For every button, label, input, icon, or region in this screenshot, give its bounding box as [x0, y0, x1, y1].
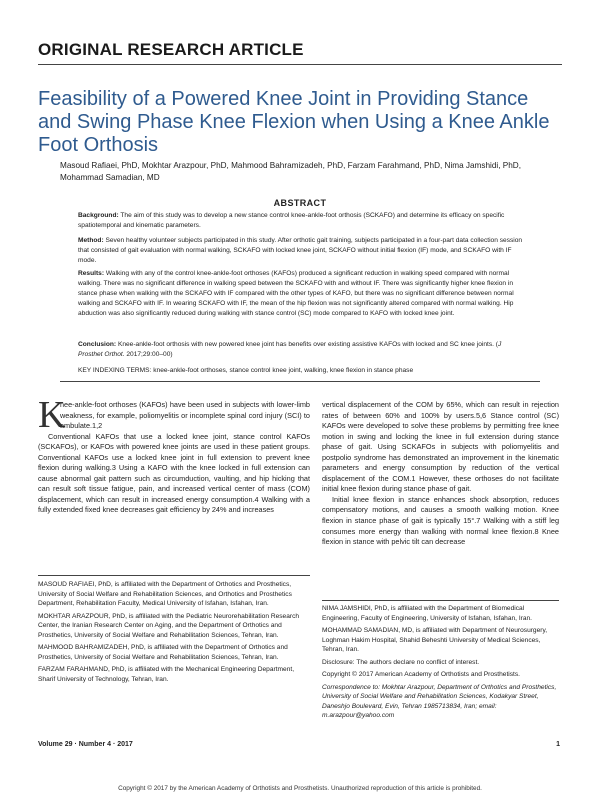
affiliation-note: MOHAMMAD SAMADIAN, MD, is affiliated with Department of Neurosurgery, Loghman Hakim Hospital, Shahid Beheshti University of Medical Sciences, Tehran, Iran.	[322, 627, 548, 653]
body-paragraph: Initial knee flexion in stance enhances shock absorption, reduces compensatory motions, and causes a smooth walking motion. Knee flexion in stance phase of gait is typically 15°.7 Walking with a stiff leg consumes more energy than walking with normal knee flexion.8 Knee flexion in stance with pelvic tilt can decrease	[322, 494, 559, 547]
keywords-text: knee-ankle-foot orthoses, stance control knee joint, walking, knee flexion in stance phase	[151, 367, 414, 374]
drop-cap: K	[38, 394, 66, 436]
keywords-label: KEY INDEXING TERMS:	[78, 367, 152, 374]
abstract-results-text: Walking with any of the control knee-ankle-foot orthoses (KAFOs) produced a significant reduction in walking speed compared with normal walking. There was no significant difference in walking speed between the SCKAFO with and without IF. There was significantly higher knee flexion in stance phase when walking with the SCKAFO with IF compared with the other types of KAFO, but there was no significant difference between normal walking and SCKAFO with IF. In wearing SCKAFO with IF, the mean of the hip flexion was not significantly altered compared with normal walking. Hip abduction was also significantly reduced during walking with stance control (SC) mode compared to KAFO with locked knee joint.	[78, 270, 514, 317]
footnote-divider-left	[38, 575, 310, 576]
abstract-method	[78, 236, 526, 266]
abstract-conclusion	[78, 340, 526, 360]
volume-info: Volume 29 · Number 4 · 2017	[38, 741, 133, 748]
affiliations-right	[322, 604, 559, 724]
abstract-results	[78, 269, 526, 319]
key-indexing-terms	[78, 366, 526, 376]
abstract-results-label: Results:	[78, 270, 105, 277]
citation-rest: 2017;29:00–00)	[124, 350, 173, 358]
abstract-heading: ABSTRACT	[273, 198, 327, 208]
body-paragraph: vertical displacement of the COM by 65%, which can result in rejection rates of between 60% and 100% by users.5,6 Stance control (SC) KAFOs were developed to solve these problems by permitting free knee motion in swing and locking the knee in full extension during stance phase of gait. Using SCKAFOs in subjects with poliomyelitis and postpolio syndrome has demonstrated an improvement in the kinematic parameters and energy consumption by reduction of the vertical displacement of the COM.1 However, these orthoses do not facilitate initial knee flexion during stance phase of gait.	[322, 400, 559, 494]
body-left-column	[38, 394, 310, 516]
footnote-divider-right	[322, 600, 559, 601]
author-list: Masoud Rafiaei, PhD, Mokhtar Arazpour, PhD, Mahmood Bahramizadeh, PhD, Farzam Farahmand, PhD, Nima Jamshidi, PhD, Mohammad Samadian, MD	[60, 161, 521, 182]
abstract-background	[78, 211, 526, 231]
citation-journal: J Prosthet Orthot.	[78, 341, 502, 358]
correspondence-note: Correspondence to: Mokhtar Arazpour, Department of Orthotics and Prosthetics, University of Social Welfare and Rehabilitation Sciences, Kodakyar Street, Daneshjo Boulevard, Evin, Tehran 1985713834, Iran; email: m.arazpour@yahoo.com	[322, 683, 557, 719]
copyright-notice: Copyright © 2017 by the American Academy of Orthotists and Prosthetists. Unauthorized reproduction of this article is prohibited.	[118, 785, 482, 792]
page-number: 1	[556, 741, 560, 748]
body-paragraph: Conventional KAFOs that use a locked knee joint, stance control KAFOs (SCKAFOs), or KAFOs with powered knee joints are used in these patient groups. Conventional KAFOs use a locked knee joint in full extension to prevent knee flexion during walking.3 Using a KAFO with the knee locked in full extension can cause abnormal gait pattern such as circumduction, vaulting, and hip hicking that can result soft tissue fatigue, pain, and increased vertical center of mass (COM) displacement, which can result in increased energy consumption.4 Walking with a fully extended fixed knee decreases gait efficiency by 24% and increases	[38, 431, 310, 515]
header-divider	[38, 64, 562, 65]
affiliations-left	[38, 580, 310, 687]
abstract-background-text: The aim of this study was to develop a new stance control knee-ankle-foot orthosis (SCKAFO) and determine its efficacy on specific spatiotemporal and kinematic parameters.	[78, 212, 505, 229]
abstract-method-text: Seven healthy volunteer subjects participated in this study. After orthotic gait training, subjects participated in a four-part data collection session that consisted of gait evaluation with normal walking, SCKAFO with locked knee joint, SCKAFO without initial flexion (IF) mode, and SCKAFO with IF mode.	[78, 237, 523, 264]
body-right-column	[322, 400, 559, 548]
affiliation-note: MASOUD RAFIAEI, PhD, is affiliated with the Department of Orthotics and Prosthetics, University of Social Welfare and Rehabilitation Sciences, and Orthotics and Prosthetics Department, Rehabilitation Faculty, Medical University of Isfahan, Isfahan, Iran.	[38, 581, 292, 607]
abstract-conclusion-label: Conclusion:	[78, 341, 117, 348]
affiliation-note: MAHMOOD BAHRAMIZADEH, PhD, is affiliated with the Department of Orthotics and Prosthetics, University of Social Welfare and Rehabilitation Sciences, Tehran, Iran.	[38, 644, 288, 661]
abstract-background-label: Background:	[78, 212, 119, 219]
disclosure-note: Disclosure: The authors declare no conflict of interest.	[322, 658, 480, 666]
section-label: ORIGINAL RESEARCH ARTICLE	[38, 40, 304, 59]
copyright-note: Copyright © 2017 American Academy of Orthotists and Prosthetists.	[322, 671, 521, 678]
article-title: Feasibility of a Powered Knee Joint in Providing Stance and Swing Phase Knee Flexion when Using a Knee Ankle Foot Orthosis	[38, 88, 550, 156]
body-paragraph: nee-ankle-foot orthoses (KAFOs) have been used in subjects with lower-limb weakness, for example, poliomyelitis or incomplete spinal cord injury (SCI) to ambulate.1,2	[60, 400, 310, 431]
abstract-conclusion-text: Knee-ankle-foot orthosis with new powered knee joint has benefits over existing assistive KAFOs with locked and SC knee joints. (	[116, 341, 499, 348]
affiliation-note: MOKHTAR ARAZPOUR, PhD, is affiliated with the Pediatric Neurorehabilitation Research Center, the Iranian Research Center on Aging, and the Department of Orthotics and Prosthetics, University of Social Welfare and Rehabilitation Sciences, Tehran, Iran.	[38, 612, 300, 639]
affiliation-note: FARZAM FARAHMAND, PhD, is affiliated with the Mechanical Engineering Department, Sharif University of Technology, Tehran, Iran.	[38, 666, 295, 683]
abstract-method-label: Method:	[78, 237, 104, 244]
affiliation-note: NIMA JAMSHIDI, PhD, is affiliated with the Department of Biomedical Engineering, Faculty of Engineering, University of Isfahan, Isfahan, Iran.	[322, 605, 533, 622]
abstract-divider	[60, 381, 540, 382]
